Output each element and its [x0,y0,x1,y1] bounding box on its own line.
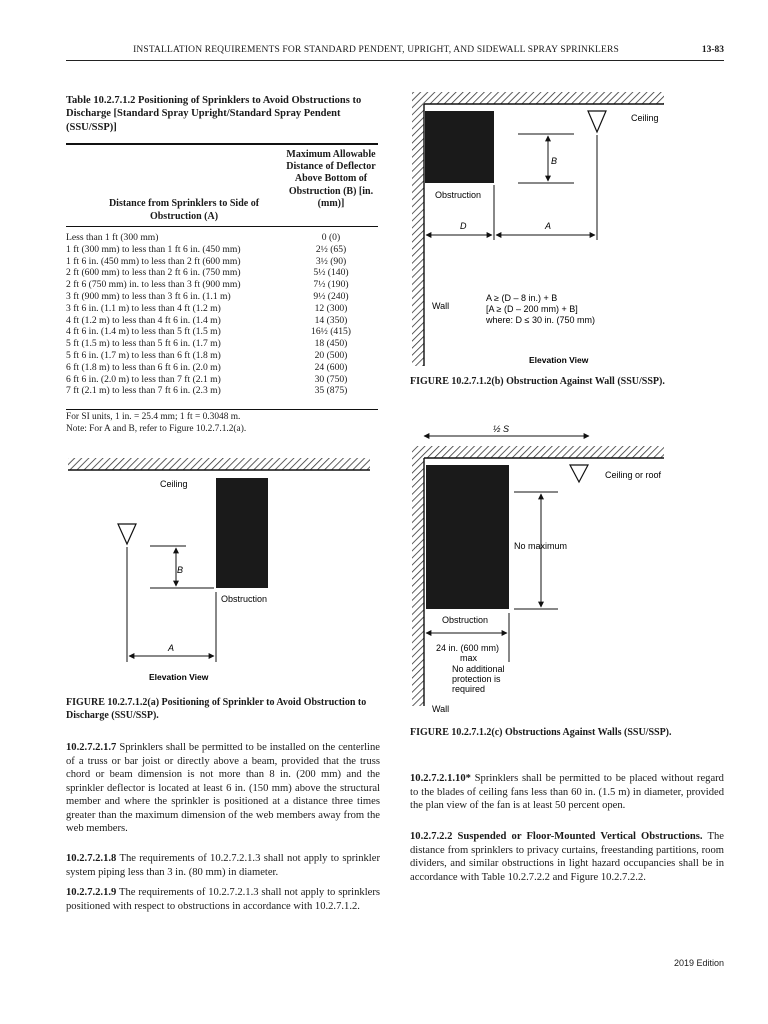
no-additional-label-2: protection is [452,674,501,684]
cell-distance: 5 ft (1.5 m) to less than 5 ft 6 in. (1.7 m) [66,338,221,350]
table-notes [66,411,378,435]
cell-distance: 2 ft (600 mm) to less than 2 ft 6 in. (750 mm) [66,267,241,279]
elevation-view-label: Elevation View [149,672,209,682]
dimension-b-label: B [177,565,184,575]
table-row [66,303,378,315]
para-text: Sprinklers shall be permitted to be placed without regard to the blades of ceiling fans less than 60 in. (1.5 m) in diameter, provided the plan view of the fan is at least 50 percent open. [410,773,724,812]
paragraph-10-2-7-2-2 [410,830,724,884]
table-row [66,362,378,374]
figure-b-diagram [408,90,678,370]
cell-distance: 1 ft 6 in. (450 mm) to less than 2 ft (600 mm) [66,255,241,267]
table-row [66,326,378,338]
paragraph-10-2-7-2-1-7 [66,741,380,836]
sprinkler-icon [588,111,606,132]
table-header-rule [66,226,378,227]
dimension-b-label: B [551,156,558,166]
cell-value: 0 (0) [321,232,341,243]
table-row [66,232,378,244]
paragraph-10-2-7-2-1-8 [66,852,380,879]
formula-line-3: where: D ≤ 30 in. (750 mm) [486,315,595,325]
table-bottom-rule [66,409,378,410]
table-row [66,315,378,327]
para-number: 10.2.7.2.2 [410,831,453,842]
obstruction-block [426,465,509,609]
ceiling-hatch [412,92,664,104]
dimension-d-label: D [460,221,467,231]
table-row [66,244,378,256]
para-text: The requirements of 10.2.7.2.1.3 shall not apply to sprinklers positioned with respect to obstructions in accordance with 10.2.7.1.2. [66,887,380,912]
paragraph-10-2-7-2-1-9 [66,886,380,913]
dimension-a-label: A [168,643,175,653]
cell-value: 12 (300) [314,302,348,314]
cell-distance: 2 ft 6 (750 mm) in. to less than 3 ft (900 mm) [66,279,241,291]
page-number: 13-83 [701,45,724,55]
cell-distance: 5 ft 6 in. (1.7 m) to less than 6 ft (1.8 m) [66,349,221,361]
dimension-label: 24 in. (600 mm) [436,643,500,653]
table-row [66,350,378,362]
wall-hatch [412,104,424,366]
figure-a-diagram [66,452,376,684]
elevation-view-label: Elevation View [529,355,589,365]
cell-value: 35 (875) [314,385,348,397]
table-top-rule [66,143,378,145]
table-row [66,291,378,303]
para-number: 10.2.7.2.1.10* [410,773,471,784]
cell-value: 2½ (65) [315,243,347,255]
obstruction-label: Obstruction [221,594,268,604]
table-row [66,338,378,350]
cell-value: 18 (450) [314,338,348,350]
para-number: 10.2.7.2.1.9 [66,887,117,898]
edition-label: 2019 Edition [673,958,724,968]
dimension-max-label: max [460,653,478,663]
table-caption: Table 10.2.7.1.2 Positioning of Sprinklers to Avoid Obstructions to Discharge [Standard Spray Upright/Standard Spray Pendent (SSU/SSP)] [66,95,362,133]
figure-b-caption: FIGURE 10.2.7.1.2(b) Obstruction Against Wall (SSU/SSP). [410,376,665,387]
para-number: 10.2.7.2.1.7 [66,742,117,753]
cell-value: 5½ (140) [313,267,349,279]
cell-value: 9½ (240) [313,290,349,302]
obstruction-label: Obstruction [442,615,489,625]
para-title: Suspended or Floor-Mounted Vertical Obstructions. [457,831,703,842]
obstruction-label: Obstruction [435,190,482,200]
table-col1-header: Distance from Sprinklers to Side of Obstruction (A) [108,198,260,222]
half-s-label: ½ S [493,424,510,434]
running-head: INSTALLATION REQUIREMENTS FOR STANDARD PENDENT, UPRIGHT, AND SIDEWALL SPRAY SPRINKLERS [133,45,619,55]
para-text: Sprinklers shall be permitted to be installed on the centerline of a truss or bar joist or directly above a beam, provided that the truss chord or beam dimension is not more than 8 in. (200 mm) and the sprinkler deflector is located at least 6 in. (150 mm) above the structural member and where the sprinkler is positioned at a distance three times greater than the maximum dimension of the web members away from the web members. [66,742,380,835]
cell-distance: 7 ft (2.1 m) to less than 7 ft 6 in. (2.3 m) [66,385,221,397]
ceiling-label: Ceiling [631,113,659,123]
paragraph-10-2-7-2-1-10 [410,772,724,813]
sprinkler-icon [570,465,588,482]
no-maximum-label: No maximum [514,541,568,551]
table-row [66,279,378,291]
cell-value: 7½ (190) [313,279,349,291]
no-additional-label-3: required [452,684,486,694]
ceiling-hatch [68,458,370,470]
para-text: The distance from sprinklers to privacy curtains, freestanding partitions, room dividers, and similar obstructions in light hazard occupancies shall be in accordance with Table 10.2.7.2.2 and Figure 10.2.7.2.2. [410,831,724,883]
table-row [66,256,378,268]
para-number: 10.2.7.2.1.8 [66,853,117,864]
cell-distance: 4 ft (1.2 m) to less than 4 ft 6 in. (1.4 m) [66,314,221,326]
cell-value: 30 (750) [314,373,348,385]
formula-line-2: [A ≥ (D – 200 mm) + B] [486,304,578,314]
wall-label: Wall [432,301,450,311]
para-text: The requirements of 10.2.7.2.1.3 shall not apply to sprinkler system piping less than 3 in. (80 mm) in diameter. [66,853,380,878]
ceiling-label: Ceiling or roof [605,470,662,480]
obstruction-block [425,111,494,183]
table-note-ab: Note: For A and B, refer to Figure 10.2.7.1.2(a). [66,424,247,435]
figure-a-caption: FIGURE 10.2.7.1.2(a) Positioning of Sprinkler to Avoid Obstruction to Discharge (SSU/SSP). [66,697,367,721]
table-row [66,374,378,386]
sprinkler-icon [118,524,136,544]
cell-distance: 6 ft (1.8 m) to less than 6 ft 6 in. (2.0 m) [66,361,221,373]
dimension-a-label: A [545,221,552,231]
table-note-si: For SI units, 1 in. = 25.4 mm; 1 ft = 0.3048 m. [66,412,241,422]
cell-value: 20 (500) [314,349,348,361]
wall-label: Wall [432,704,450,714]
figure-c-caption: FIGURE 10.2.7.1.2(c) Obstructions Against Walls (SSU/SSP). [410,727,672,738]
table-col2-header: Maximum Allowable Distance of Deflector Above Bottom of Obstruction (B) [in. (mm)] [286,149,376,209]
obstruction-block [216,478,268,588]
cell-distance: 4 ft 6 in. (1.4 m) to less than 5 ft (1.5 m) [66,326,221,338]
ceiling-hatch [412,446,664,458]
cell-distance: 3 ft (900 mm) to less than 3 ft 6 in. (1.1 m) [66,290,231,302]
wall-hatch [412,458,424,706]
cell-value: 14 (350) [314,314,348,326]
cell-value: 24 (600) [314,361,348,373]
cell-distance: 6 ft 6 in. (2.0 m) to less than 7 ft (2.1 m) [66,373,221,385]
cell-distance: Less than 1 ft (300 mm) [66,232,159,243]
cell-value: 16½ (415) [311,326,351,338]
cell-distance: 3 ft 6 in. (1.1 m) to less than 4 ft (1.2 m) [66,302,221,314]
no-additional-label-1: No additional [452,664,505,674]
figure-c-diagram [408,420,678,716]
table-row [66,267,378,279]
header-rule [66,60,724,61]
formula-line-1: A ≥ (D – 8 in.) + B [486,293,558,303]
cell-distance: 1 ft (300 mm) to less than 1 ft 6 in. (450 mm) [66,243,241,255]
cell-value: 3½ (90) [315,255,347,267]
table-body [66,232,378,397]
table-row [66,385,378,397]
ceiling-label: Ceiling [160,479,188,489]
